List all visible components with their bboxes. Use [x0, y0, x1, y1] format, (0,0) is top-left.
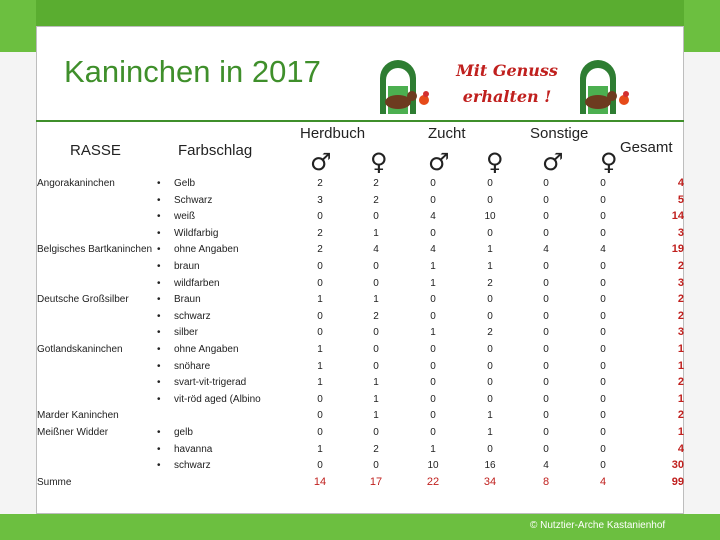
count-cell: 0: [430, 344, 436, 355]
count-cell: 0: [600, 211, 606, 223]
count-cell: 1: [373, 393, 379, 405]
summe-cell: 14: [313, 475, 327, 488]
count-cell: 4: [430, 244, 436, 256]
count-cell: 0: [487, 194, 493, 206]
count-cell: 0: [543, 227, 549, 239]
count-cell: 0: [373, 344, 379, 355]
rasse-label: Belgisches Bartkaninchen: [37, 244, 153, 256]
count-cell: 0: [543, 443, 549, 455]
footer-credit: © Nutztier-Arche Kastanienhof: [530, 520, 666, 531]
count-cell: 0: [430, 227, 436, 239]
total-cell: 2: [677, 409, 684, 422]
farbschlag-label: Schwarz: [174, 194, 213, 206]
farbschlag-label: Braun: [174, 294, 201, 306]
count-cell: 1: [373, 227, 379, 239]
group-header-sonstige: Sonstige: [530, 125, 589, 142]
count-cell: 0: [317, 393, 323, 405]
count-cell: 0: [600, 178, 606, 189]
count-cell: 0: [600, 443, 606, 455]
count-cell: 1: [317, 360, 323, 372]
count-cell: 0: [487, 360, 493, 372]
total-cell: 1: [677, 343, 684, 355]
count-cell: 0: [543, 261, 549, 272]
female-symbol-herdbuch: ♀: [370, 148, 388, 176]
count-cell: 0: [487, 377, 493, 389]
column-header-rasse: RASSE: [70, 142, 121, 159]
summe-cell: 4: [599, 475, 607, 488]
header-divider: [36, 120, 684, 122]
total-cell: 2: [677, 293, 684, 306]
count-cell: 0: [317, 460, 323, 472]
farbschlag-label: Gelb: [174, 178, 196, 189]
count-cell: 2: [487, 277, 493, 289]
page-title: Kaninchen in 2017: [64, 54, 321, 89]
count-cell: 2: [487, 327, 493, 339]
count-cell: 2: [373, 443, 379, 455]
summe-label: Summe: [37, 476, 72, 488]
count-cell: 10: [484, 211, 496, 223]
column-header-farbschlag: Farbschlag: [178, 142, 253, 159]
count-cell: 0: [600, 360, 606, 372]
farbschlag-label: gelb: [174, 427, 193, 438]
count-cell: 0: [543, 327, 549, 339]
count-cell: 0: [373, 327, 379, 339]
count-cell: 0: [430, 360, 436, 372]
count-cell: 0: [600, 194, 606, 206]
count-cell: 0: [543, 344, 549, 355]
count-cell: 1: [373, 294, 379, 306]
count-cell: 1: [430, 277, 436, 289]
logo-slogan: [452, 58, 562, 110]
count-cell: 2: [317, 178, 323, 189]
rasse-label: Deutsche Großsilber: [37, 294, 129, 306]
right-barn-icon: [580, 60, 629, 114]
summe-cell: 8: [542, 475, 550, 488]
farbschlag-label: wildfarben: [174, 277, 220, 289]
group-header-herdbuch: Herdbuch: [300, 125, 366, 142]
count-cell: 0: [317, 277, 323, 289]
rasse-label: Gotlandskaninchen: [37, 344, 123, 355]
female-symbol-zucht: ♀: [486, 148, 504, 176]
count-cell: 0: [487, 310, 493, 322]
female-symbol-sonstige: ♀: [600, 148, 618, 176]
farbschlag-label: braun: [174, 261, 200, 272]
farbschlag-label: Wildfarbig: [174, 227, 219, 239]
count-cell: 0: [600, 310, 606, 322]
bullet-icon: •: [157, 227, 161, 239]
count-cell: 0: [600, 344, 606, 355]
summe-cell: 22: [426, 475, 440, 488]
count-cell: 0: [487, 393, 493, 405]
count-cell: 1: [487, 410, 493, 422]
count-cell: 1: [430, 261, 436, 272]
count-cell: 4: [430, 211, 436, 223]
count-cell: 0: [487, 227, 493, 239]
bullet-icon: •: [157, 377, 161, 389]
count-cell: 0: [600, 460, 606, 472]
bullet-icon: •: [157, 443, 161, 455]
total-cell: 14: [671, 210, 684, 223]
farbschlag-label: havanna: [174, 443, 213, 455]
count-cell: 0: [430, 294, 436, 306]
bullet-icon: •: [157, 327, 161, 339]
count-cell: 0: [600, 277, 606, 289]
count-cell: 0: [373, 211, 379, 223]
count-cell: 0: [317, 410, 323, 422]
count-cell: 0: [430, 427, 436, 438]
farbschlag-label: svart-vit-trigerad: [174, 377, 247, 389]
count-cell: 4: [543, 460, 549, 472]
count-cell: 0: [543, 310, 549, 322]
count-cell: 0: [430, 310, 436, 322]
count-cell: 10: [427, 460, 439, 472]
count-cell: 1: [373, 377, 379, 389]
slogan-line-2: erhalten !: [462, 87, 552, 106]
count-cell: 2: [317, 227, 323, 239]
farbschlag-label: snöhare: [174, 360, 211, 372]
summe-cell: 34: [483, 475, 497, 488]
count-cell: 1: [487, 261, 493, 272]
left-margin: [0, 52, 36, 540]
total-cell: 3: [677, 226, 684, 239]
count-cell: 0: [487, 443, 493, 455]
farbschlag-label: ohne Angaben: [174, 344, 239, 355]
count-cell: 0: [430, 377, 436, 389]
rasse-label: Marder Kaninchen: [37, 410, 119, 422]
rasse-label: Angorakaninchen: [37, 178, 115, 189]
count-cell: 0: [543, 294, 549, 306]
bullet-icon: •: [157, 261, 161, 272]
column-header-gesamt: Gesamt: [620, 139, 673, 156]
summe-total-cell: 99: [671, 475, 684, 488]
count-cell: 0: [600, 427, 606, 438]
slogan-line-1: Mit Genuss: [456, 61, 558, 80]
total-cell: 2: [677, 376, 684, 389]
count-cell: 0: [373, 460, 379, 472]
count-cell: 0: [373, 277, 379, 289]
bullet-icon: •: [157, 344, 161, 355]
count-cell: 4: [543, 244, 549, 256]
count-cell: 0: [487, 344, 493, 355]
count-cell: 0: [600, 294, 606, 306]
count-cell: 2: [373, 178, 379, 189]
count-cell: 0: [600, 393, 606, 405]
count-cell: 2: [373, 194, 379, 206]
count-cell: 0: [543, 427, 549, 438]
right-margin: [684, 52, 720, 540]
count-cell: 0: [600, 377, 606, 389]
total-cell: 19: [671, 243, 684, 256]
total-cell: 4: [677, 442, 684, 455]
count-cell: 0: [430, 393, 436, 405]
count-cell: 2: [317, 244, 323, 256]
total-cell: 2: [677, 260, 684, 272]
count-cell: 0: [487, 294, 493, 306]
count-cell: 1: [317, 377, 323, 389]
count-cell: 3: [317, 194, 323, 206]
bullet-icon: •: [157, 178, 161, 189]
count-cell: 2: [373, 310, 379, 322]
farbschlag-label: vit-röd aged (Albino: [174, 393, 261, 405]
summe-cell: 17: [369, 475, 383, 488]
male-symbol-zucht: ♂: [428, 148, 450, 176]
count-cell: 0: [373, 261, 379, 272]
count-cell: 0: [317, 427, 323, 438]
count-cell: 0: [317, 261, 323, 272]
count-cell: 0: [487, 178, 493, 189]
count-cell: 0: [317, 310, 323, 322]
count-cell: 0: [373, 427, 379, 438]
farbschlag-label: schwarz: [174, 460, 211, 472]
farbschlag-label: schwarz: [174, 310, 211, 322]
count-cell: 16: [484, 460, 496, 472]
total-cell: 1: [677, 426, 684, 438]
total-cell: 3: [677, 276, 684, 289]
bullet-icon: •: [157, 393, 161, 405]
count-cell: 0: [373, 360, 379, 372]
bullet-icon: •: [157, 277, 161, 289]
total-cell: 1: [677, 359, 684, 372]
count-cell: 0: [600, 261, 606, 272]
total-cell: 2: [677, 309, 684, 322]
count-cell: 0: [430, 410, 436, 422]
count-cell: 0: [430, 178, 436, 189]
total-cell: 5: [677, 193, 684, 206]
count-cell: 4: [600, 244, 606, 256]
bullet-icon: •: [157, 294, 161, 306]
count-cell: 0: [543, 360, 549, 372]
count-cell: 0: [430, 194, 436, 206]
count-cell: 0: [543, 377, 549, 389]
bullet-icon: •: [157, 427, 161, 438]
count-cell: 0: [543, 393, 549, 405]
farbschlag-label: weiß: [174, 211, 196, 223]
count-cell: 0: [543, 194, 549, 206]
count-cell: 0: [600, 227, 606, 239]
farbschlag-label: silber: [174, 327, 198, 339]
rasse-label: Meißner Widder: [37, 427, 109, 438]
count-cell: 0: [543, 277, 549, 289]
count-cell: 1: [317, 344, 323, 355]
count-cell: 0: [317, 327, 323, 339]
bullet-icon: •: [157, 360, 161, 372]
male-symbol-herdbuch: ♂: [310, 148, 332, 176]
count-cell: 1: [430, 443, 436, 455]
count-cell: 1: [487, 427, 493, 438]
count-cell: 0: [543, 410, 549, 422]
count-cell: 1: [317, 443, 323, 455]
total-cell: 3: [677, 326, 684, 339]
count-cell: 0: [543, 211, 549, 223]
count-cell: 1: [430, 327, 436, 339]
male-symbol-sonstige: ♂: [542, 148, 564, 176]
total-cell: 1: [677, 392, 684, 405]
total-cell: 30: [671, 459, 684, 472]
farbschlag-label: ohne Angaben: [174, 244, 239, 256]
bullet-icon: •: [157, 211, 161, 223]
count-cell: 1: [373, 410, 379, 422]
count-cell: 1: [317, 294, 323, 306]
bullet-icon: •: [157, 244, 161, 256]
count-cell: 0: [317, 211, 323, 223]
count-cell: 4: [373, 244, 379, 256]
total-cell: 4: [677, 177, 684, 189]
group-header-zucht: Zucht: [428, 125, 466, 142]
count-cell: 0: [543, 178, 549, 189]
count-cell: 1: [487, 244, 493, 256]
bullet-icon: •: [157, 194, 161, 206]
left-barn-icon: [380, 60, 429, 114]
count-cell: 0: [600, 410, 606, 422]
bullet-icon: •: [157, 460, 161, 472]
count-cell: 0: [600, 327, 606, 339]
bullet-icon: •: [157, 310, 161, 322]
